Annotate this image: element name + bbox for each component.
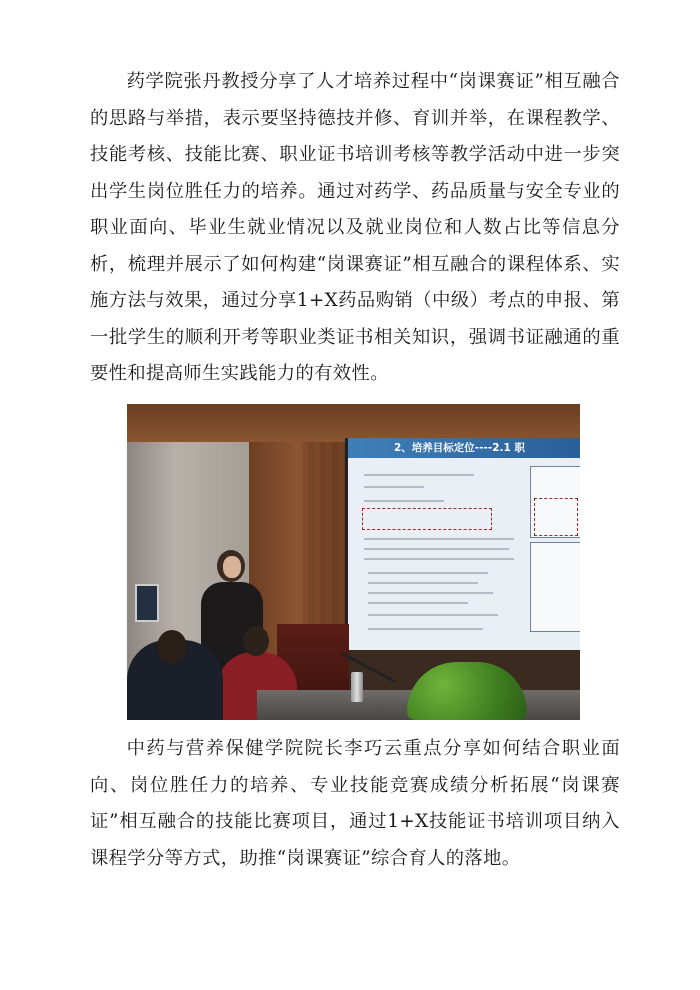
slide-text-line	[368, 582, 478, 584]
audience-member-head	[243, 626, 269, 656]
potted-plant	[407, 662, 527, 720]
slide-text-line	[364, 474, 474, 476]
projection-screen	[345, 438, 580, 650]
slide-side-table	[530, 542, 580, 632]
speaker-face	[223, 556, 241, 578]
slide-text-line	[364, 548, 509, 550]
slide-title: 2、培养目标定位----2.1 职	[394, 442, 525, 454]
slide-text-line	[368, 572, 488, 574]
slide-dashed-box	[362, 508, 492, 530]
meeting-photo	[127, 404, 580, 720]
body-paragraph-2: 中药与营养保健学院院长李巧云重点分享如何结合职业面向、岗位胜任力的培养、专业技能竞赛成绩分析拓展“岗课赛证”相互融合的技能比赛项目，通过1+X技能证书培训项目纳入课程学分等方式，助推“岗课赛证”综合育人的落地。	[90, 738, 620, 869]
slide-text-line	[364, 486, 424, 488]
slide-text-line	[364, 538, 514, 540]
slide-text-line	[364, 558, 514, 560]
microphone	[341, 652, 395, 683]
water-bottle	[351, 672, 363, 702]
slide-text-line	[368, 592, 493, 594]
photo-ceiling-trim	[127, 404, 580, 442]
slide-text-line	[368, 628, 483, 630]
slide-text-line	[368, 602, 468, 604]
photo-monitor	[135, 584, 159, 622]
slide-text-line	[364, 500, 444, 502]
body-paragraph-1: 药学院张丹教授分享了人才培养过程中“岗课赛证”相互融合的思路与举措，表示要坚持德技并修、育训并举，在课程教学、技能考核、技能比赛、职业证书培训考核等教学活动中进一步突出学生岗位胜任力的培养。通过对药学、药品质量与安全专业的职业面向、毕业生就业情况以及就业岗位和人数占比等信息分析，梳理并展示了如何构建“岗课赛证”相互融合的课程体系、实施方法与效果，通过分享1+X药品购销（中级）考点的申报、第一批学生的顺利开考等职业类证书相关知识，强调书证融通的重要性和提高师生实践能力的有效性。	[90, 71, 620, 384]
audience-member-head	[157, 630, 187, 664]
slide-header	[348, 438, 580, 458]
slide-dashed-box	[534, 498, 578, 536]
slide-text-line	[368, 614, 498, 616]
